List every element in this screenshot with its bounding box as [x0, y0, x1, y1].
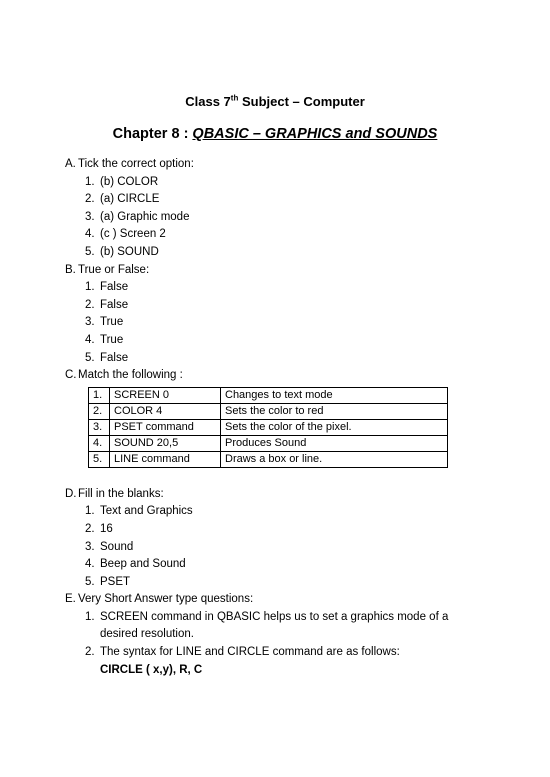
- table-cell-num: 1.: [89, 387, 110, 403]
- table-cell-right: Produces Sound: [221, 435, 448, 451]
- spacer: [65, 468, 495, 486]
- table-cell-right: Sets the color to red: [221, 403, 448, 419]
- list-item: 1. SCREEN command in QBASIC helps us to set a graphics mode of a desired resolution.: [85, 610, 449, 641]
- table-cell-right: Draws a box or line.: [221, 451, 448, 467]
- table-cell-left: COLOR 4: [110, 403, 221, 419]
- section-b-list: [65, 279, 495, 367]
- list-item: 1. (b) COLOR: [85, 175, 159, 188]
- table-row: [89, 387, 448, 403]
- class-subject-heading: Class 7th Subject – Computer: [185, 93, 365, 109]
- list-item: 3. Sound: [85, 540, 134, 553]
- section-d-heading: D. Fill in the blanks:: [65, 487, 164, 500]
- list-item: 3. True: [85, 316, 124, 329]
- list-item: 5. (b) SOUND: [85, 245, 159, 258]
- table-cell-left: LINE command: [110, 451, 221, 467]
- table-cell-num: 5.: [89, 451, 110, 467]
- section-e-list: [65, 609, 495, 679]
- section-a-list: [65, 174, 495, 262]
- table-row: [89, 451, 448, 467]
- section-a-heading: A. Tick the correct option:: [65, 158, 194, 170]
- table-cell-num: 4.: [89, 435, 110, 451]
- table-row: [89, 403, 448, 419]
- table-cell-left: SCREEN 0: [110, 387, 221, 403]
- list-item: 1. Text and Graphics: [85, 505, 193, 518]
- list-item: 2. False: [85, 298, 129, 311]
- list-item: 5. False: [85, 351, 129, 364]
- section-b-heading: B. True or False:: [65, 263, 150, 276]
- list-item: 4. (c ) Screen 2: [85, 228, 166, 241]
- table-row: [89, 435, 448, 451]
- match-table: [88, 387, 448, 468]
- chapter-topic: QBASIC – GRAPHICS and SOUNDS: [192, 126, 438, 142]
- section-c-heading: C. Match the following :: [65, 369, 183, 382]
- answer-content: [65, 156, 495, 679]
- list-item: 4. Beep and Sound: [85, 558, 186, 571]
- table-cell-num: 3.: [89, 419, 110, 435]
- table-cell-left: PSET command: [110, 419, 221, 435]
- table-cell-left: SOUND 20,5: [110, 435, 221, 451]
- table-row: [89, 419, 448, 435]
- chapter-title: Chapter 8 : QBASIC – GRAPHICS and SOUNDS: [112, 126, 438, 142]
- list-item: 1. False: [85, 281, 129, 294]
- table-cell-right: Sets the color of the pixel.: [221, 419, 448, 435]
- list-item: 4. True: [85, 333, 124, 346]
- list-item: 5. PSET: [85, 575, 131, 588]
- section-d-list: [65, 503, 495, 591]
- table-cell-right: Changes to text mode: [221, 387, 448, 403]
- list-item: 3. (a) Graphic mode: [85, 210, 190, 223]
- list-item: 2. The syntax for LINE and CIRCLE command are as follows: CIRCLE ( x,y), R, C: [85, 646, 400, 676]
- list-item: 2. (a) CIRCLE: [85, 193, 160, 206]
- list-item: 2. 16: [85, 522, 113, 535]
- section-e-heading: E. Very Short Answer type questions:: [65, 593, 254, 606]
- table-cell-num: 2.: [89, 403, 110, 419]
